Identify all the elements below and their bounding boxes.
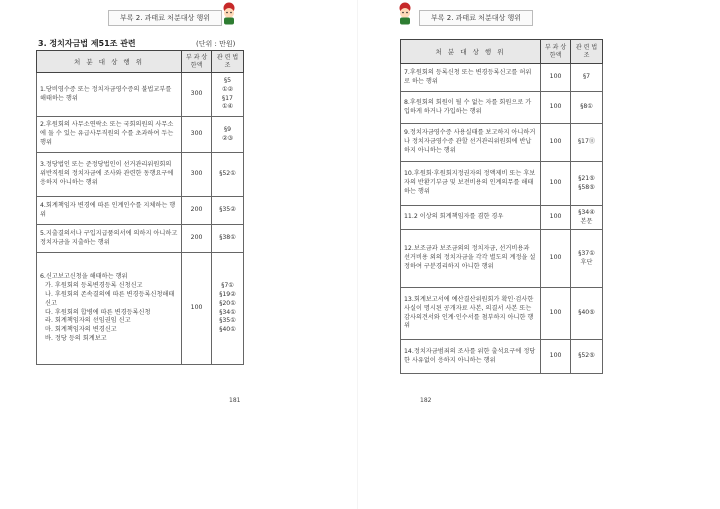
header-amount: 부 과 상한액 — [541, 40, 571, 64]
table-row: 4.회계책임자 변경에 따른 인계인수를 지체하는 행위 200 §35② — [37, 197, 244, 225]
mascot-icon — [219, 2, 239, 26]
table-row: 9.정치자금영수증 사용실태를 보고하지 아니하거나 정치자금영수증 관할 선거관리위원회에 반납하지 아니하는 행위 100 §17⑪ — [401, 124, 603, 162]
table-row: 8.후원회의 회원이 될 수 없는 자를 회원으로 가입하게 하거나 가입하는 행위 100 §8① — [401, 92, 603, 124]
header-article: 관 련 법 조 — [212, 51, 244, 73]
subitem: 가. 후원회의 등록변경등록 신청신고 — [45, 281, 143, 289]
table-row: 1.당비영수증 또는 정치자금영수증의 불법교부를 해태하는 행위 300 §5 ①② §17 ①④ — [37, 73, 244, 117]
header-amount: 부 과 상한액 — [182, 51, 212, 73]
running-head: 부록 2. 과태료 처분대상 행위 — [419, 10, 533, 26]
page-182 — [360, 0, 720, 509]
table-row: 12.보조금과 보조금외의 정치자금, 선거비용과 선거비용 외의 정치자금을 각각 별도의 계정을 설정하여 구분경리하지 아니한 행위 100 §37① 후단 — [401, 230, 603, 288]
table-row: 2.후원회의 사무소연락소 또는 국회의원의 사무소에 둘 수 있는 유급사무직원의 수를 초과하여 두는 행위 300 §9 ②③ — [37, 117, 244, 153]
header-act: 처 분 대 상 행 위 — [401, 40, 541, 64]
table-row: 13.회계보고서에 예산결산위원회가 확인·검사한 사실이 명시된 공개자료 사본, 의결서 사본 또는 감사의견서와 인계·인수서를 첨부하지 아니한 행위 100 §40⑤ — [401, 288, 603, 340]
header-article: 관 련 법 조 — [571, 40, 603, 64]
table-row: 10.후원회·후원회지정권자의 정액제비 또는 후보자의 반환기부금 및 보전비용의 인계의무를 해태하는 행위 100 §21⑤ §58⑤ — [401, 162, 603, 206]
header-act: 처 분 대 상 행 위 — [37, 51, 182, 73]
subitem: 마. 회계책임자의 변경신고 — [45, 326, 117, 334]
page-number: 181 — [229, 397, 241, 404]
unit-label: (단위 : 만원) — [196, 40, 236, 48]
subitem: 라. 회계책임자의 선임권임 신고 — [45, 317, 131, 325]
page-number: 182 — [420, 397, 432, 404]
table-row: 14.정치자금범죄의 조사를 위한 출석요구에 정당한 사유없이 응하지 아니하는 행위 100 §52⑤ — [401, 340, 603, 374]
subitem: 나. 후원회의 존속결의에 따른 변경등록신청해태신고 — [45, 290, 175, 307]
subitem: 다. 후원회의 합병에 따른 변경등록신청 — [45, 308, 151, 316]
running-head: 부록 2. 과태료 처분대상 행위 — [108, 10, 222, 26]
penalty-table-left — [36, 50, 244, 365]
table-row: 6.신고보고신청을 해태하는 행위 가. 후원회의 등록변경등록 신청신고 나. 후원회의 존속결의에 따른 변경등록신청해태신고 다. 후원회의 합병에 따른 변경등록신청 라. 회계책임자의 선임권임 신고 마. 회계책임자의 변경신고 바. 정당 등의 회계보고 100 §7① §19② §20① §34① §35① §40① — [37, 253, 244, 365]
subitem: 바. 정당 등의 회계보고 — [45, 335, 107, 343]
table-row: 5.지출결의서나 구입지급품의서에 의하지 아니하고 정치자금을 지출하는 행위 200 §38① — [37, 225, 244, 253]
section-title: 3. 정치자금법 제51조 관련 — [38, 39, 136, 48]
mascot-icon — [395, 2, 415, 26]
penalty-table-right — [400, 39, 603, 374]
table-row: 7.후원회의 등록신청 또는 변경등록신고를 허위로 하는 행위 100 §7 — [401, 64, 603, 92]
table-row: 11.2 이상의 회계책임자를 겸한 경우 100 §34④ 본문 — [401, 206, 603, 230]
table-row: 3.정당법인 또는 준정당법인이 선거관리위원회의 위반직원의 정치자금에 조사와 관련한 동행요구에 응하지 아니하는 행위 300 §52① — [37, 153, 244, 197]
